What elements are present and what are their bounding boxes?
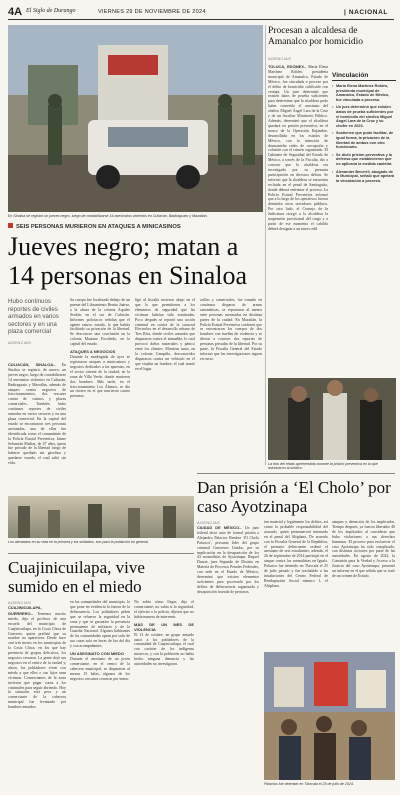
cuajinicuilapa-dateline: CUAJINICUILAPA, GUERRERO.- <box>8 605 42 616</box>
main-story-col3-text: ligó al fiscalía tuvieron abajo en el que lo que permitieron a los elementos de seguridad que las víctimas habrían sido asesinadas. Poco después se reportó una acción criminal en contra de la sucursal Electrolux en el desarrollo urbano de Tres Ríos, donde civiles armados que dispararon contra el inmueble, lo cual provocó daños materiales y pánico entre los clientes. Mientras tanto, en la colonia Campiña, desconocidos dispararon contra un vehículo en el que viajaba un hombre, el cual murió en el lugar. <box>135 298 195 371</box>
cuajinicuilapa-byline: AGENCIAS <box>8 600 32 605</box>
cholo-photo-caption: Palacios fue detenido en Tlaxcala el 25 de julio de 2024. <box>264 782 354 786</box>
tagline-text: SEIS PERSONAS MURIERON EN ATAQUES A MINICASINOS <box>16 224 181 230</box>
section-name: | NACIONAL <box>344 9 388 16</box>
main-story-col1-text: En Sinaloa se registró, de nuevo, un jueves negro, luego de contabilizarse 14 asesinatos violentos en Culiacán, Badiraguato y Mazatlán, además de ataques contra negocios de fraccionamientos, dos rescates contra de casinos y plazas comerciales. También hubo continuos reportes de civiles armados en varios sectores y en una plaza comercial. En la capital del estado se encontraron tres personas asesinadas, una de ellas fue identificada como el comandante de la Policía Estatal Preventiva, Jaime Sebastián Muñoz, de 47 años, quien fue privado de la libertad luego de haberse quedado sin gasolina y quedarse varado, el cual salió sin vida. <box>8 363 66 466</box>
sidebar-photo <box>268 378 396 460</box>
cholo-headline: Dan prisión a ‘El Cholo’ por caso Ayotzinapa <box>197 478 391 516</box>
vinculacion-item: • María Elena Martínez Robles, presidenta municipal de Amanalco, Estado de México, fue vinculada a proceso. <box>332 84 396 102</box>
main-story-deck <box>8 298 64 345</box>
soldiers-pickup-illustration <box>8 25 263 212</box>
main-photo-caption: En Sinaloa se registró un jueves negro, luego de contabilizarse 14 asesinatos violentos en Culiacán, Badiraguato y Mazatlán. <box>8 214 208 218</box>
main-story-col2b-text: Durante la madrugada de ayer se registraron ataques a minicasinos y negocios dedicados a las apuestas; en el sector oriente de la ciudad, en la zona de Villa Verde, donde murieron dos hombres. Más tarde, en el fraccionamiento Los Álamos, se dio un tiroteo en el que murieron cuatro personas. <box>70 355 130 399</box>
issue-date: VIERNES 29 DE NOVIEMBRE DE 2024 <box>98 9 206 15</box>
main-story-photo-2 <box>8 496 194 538</box>
main-story-dateline: CULIACÁN, SINALOA.- <box>8 362 56 367</box>
cuajinicuilapa-column-2 <box>70 600 130 790</box>
deck-text: Hubo continuos reportes de civiles armados en varios sectores y en una plaza comercial <box>8 298 59 336</box>
cuajinicuilapa-col1-text: Tenemos mucho miedo, dijo el profesor de una escuela del municipio de Cuajinicuilapa, en la Costa Chica de Guerrero, quien prefirió que su nombre no apareciera. Desde hace casi tres meses en los municipios de la Costa Chica, en los que hay presencia de grupos delictivos, los negocios cerraron. La gente dejó sus negocios en el centro de la ciudad y, ahora, los pobladores viven con miedo a que ellos o sus hijos sean víctimas. Comerciantes de la zona tuvieron que pagar cuota a los criminales para seguir abriendo. Hoy la situación está peor y un comerciante de la cabecera municipal fue levantado por hombres armados. <box>8 611 66 710</box>
sidebar-photo-caption: La foto del relato aprehendida durante la prisión preventiva en la que asesinaron al síndico. <box>268 462 378 471</box>
main-story-byline: AGENCIAS <box>8 339 32 345</box>
vinculacion-title: Vinculación <box>332 72 396 81</box>
main-story-tagline <box>8 223 258 230</box>
vinculacion-item: • Se dictó prisión preventiva y la defensa que establecieron que no aplicaría la medida cautelar. <box>332 153 396 167</box>
crowd-illustration <box>8 496 194 538</box>
cholo-col1-text: Un juez federal dictó auto de formal prisión a Alejandro Palacios Benítez ‘El Cholo Palacios’, presunto líder del grupo criminal Guerreros Unidos, por su implicación en la desaparición de los 43 normalistas de Ayotzinapa. Raquel Duarte, juez Segundo de Distrito en Materia de Procesos Penales Federales, con sede en el Estado de México, determinó que existen elementos suficientes para procesarlo por los delitos de delincuencia organizada y desaparición forzada de personas. <box>197 526 259 594</box>
main-story-col2-text: Su cuerpo fue localizado debajo de un puente del Libramiento Benito Juárez, a la altura de la colonia Aquiles Serdán, en el sur de Culiacán. Informes policiacos señalan que el agente estuvo varado, lo que habría facilitado su privación de la libertad. Se desconoce una conclusión en la colonia Mariano Escobedo, en la capital del estado. <box>70 298 130 347</box>
main-story-subhead: ATAQUES A NEGOCIOS <box>70 349 116 355</box>
main-photo-2-caption: Los atentados en su vida en la primera y los soldados, son para la población en general. <box>8 540 149 544</box>
sidebar-col1b-text: El Gabinete de Seguridad del Estado de México, a través de la Fiscalía, dio a conocer que la alcaldesa era investigada por su presunta participación en diversos delitos. Se informó que la alcaldesa se encuentra recluida en el penal de Santiaguito, donde deberá enfrentar el proceso. La Policía Estatal Preventiva informó que a lo largo de los operativos fueron detenidos otros servidores públicos. Por otro lado, el Consejo de la Judicatura otorgó a la alcaldesa la suspensión provisional del cargo y a partir de ese momento el cabildo deberá designar a un nuevo edil. <box>268 148 328 231</box>
section-divider <box>197 473 395 474</box>
cuajinicuilapa-col2b-text: Durante el asesinato de un joven comerciante, en el centro de la cabecera municipal, se dispararon al menos 15 balas, algunos de los negocios cercanos cerraron por temor. <box>70 657 130 681</box>
sidebar-byline: AGENCIAS <box>268 56 292 61</box>
vinculacion-box <box>332 72 396 186</box>
detainee-illustration <box>268 378 396 460</box>
sidebar-col1-text: María Elena Martínez Robles, presidenta municipal de Amanalco, Estado de México, fue vinculada a proceso por el delito de homicidio calificado con ventaja. Un juez determinó que existen datos de prueba suficientes para determinar que la alcaldesa pudo haber cometido el asesinato del síndico Miguel Ángel Lara de la Cruz y de un Auxiliar Ministerio Público. Además, determinó que el alcaldesa quedará en prisión preventiva, en el marco de la Operación Enjambre, desarrollada en los estados de México, con la intención de desmantelar redes de corrupción y colusión con el crimen organizado. <box>268 65 328 153</box>
vinculacion-item: • Alexander Becerril, abogado de la Municipal, señaló que apelará la vinculación a proceso. <box>332 170 396 184</box>
vinculacion-item: • Sostienen que pudo facilitar, de igual forma, la privación de la libertad de ambos con otro funcionario. <box>332 131 396 149</box>
sidebar-headline: Procesan a alcaldesa de Amanalco por homicidio <box>268 26 363 47</box>
cuajinicuilapa-col3-text: No sabía cómo llegar, dijo el comerciante; no sabía si la seguridad, el ejército o la policía, dijeron que no había manera de intervenir. <box>134 600 194 619</box>
cholo-dateline: CIUDAD DE MÉXICO.- <box>197 525 242 530</box>
cuajinicuilapa-column-3 <box>134 600 194 790</box>
sidebar-dateline: TOLUCA, EDOMEX.- <box>268 64 307 69</box>
cuajinicuilapa-column-1 <box>8 600 66 790</box>
main-story-photo <box>8 25 263 212</box>
cuajinicuilapa-headline: Cuajinicuilapa, vive sumido en el miedo <box>8 558 145 596</box>
page-number: 4A <box>8 6 23 18</box>
cholo-column-2 <box>264 520 328 650</box>
protest-illustration <box>264 652 395 780</box>
cholo-col2-text: tan material y legalmente los delitos, así como la probable responsabilidad del acusado, quien permanecerá internado en el penal del Altiplano. De acuerdo con la Fiscalía General de la República, el presunto delincuente ordenó el asesinato de seis estudiantes; además, el 26 de septiembre de 2014 participó en el ataque contra los normalistas en Iguala. Palacios fue detenido en Tlaxcala el 25 de julio pasado y fue trasladado a las instalaciones del Centro Federal de Readaptación Social número 1, el Altiplano. <box>264 520 328 588</box>
cholo-photo <box>264 652 395 780</box>
sidebar-column-1 <box>268 64 328 374</box>
newspaper-name: El Siglo de Durango <box>26 8 76 14</box>
cholo-byline: AGENCIAS <box>197 520 221 525</box>
main-headline: Jueves negro; matan a 14 personas en Sinaloa <box>8 232 248 290</box>
page-header <box>8 6 394 20</box>
section-divider <box>8 553 194 554</box>
cholo-column-3 <box>332 520 395 650</box>
vinculacion-item: • Un juez determinó que existen datos de prueba suficientes por el homicidio del síndico Miguel Ángel Lara de la Cruz y su chofer en 2023. <box>332 105 396 128</box>
column-divider <box>265 25 266 465</box>
cuajinicuilapa-subhead-2: MÁS DE UN MES DE VIOLENCIA <box>134 621 194 632</box>
tagline-square-icon <box>8 223 13 228</box>
main-story-col4-text: orillas y comerciales, fue tomado en continuos disparos de armas automáticas, se reportaron al menos siete personas asesinadas en distintas partes de la ciudad. En Mazatlán, la Policía Estatal Preventiva confirmó que se encontraron los cuerpos de dos hombres con huellas de violencia y se dieron a conocer dos reportes de personas privadas de la libertad. Por su parte, la Fiscalía General del Estado informó que las investigaciones siguen en curso. <box>200 298 262 361</box>
cholo-col3-text: ataques y detención de los implicados. Tiempo después, ya fueron liberados 40 de los implicados al considerar que hubo violaciones a sus derechos humanos. El proceso para esclarecer el caso Ayotzinapa ha sido complicado, con distintas acciones por parte de las autoridades. En agosto de 2022, la Comisión para la Verdad y Acceso a la Justicia del caso Ayotzinapa, presentó un informe en el que señala que se trató de un crimen de Estado. <box>332 520 395 578</box>
cuajinicuilapa-col3b-text: El 13 de octubre, un grupo armado atacó a los pobladores de la comunidad de Cuajinicuilapa, el cual con carácter de los indígenas mixtecos, y con la población no había hecho ninguna denuncia y las autoridades no investigaron. <box>134 632 194 667</box>
cuajinicuilapa-subhead: UN ASESINATO CON MIEDO <box>70 651 124 657</box>
cuajinicuilapa-col2-text: en las comunidades del municipio, lo que pone en evidencia la fuerza de la delincuencia. Los pobladores piden que se refuerce la seguridad en la zona y que se garantice la presencia permanente de militares y de la Guardia Nacional. Algunos habitantes de las comunidades optan por salir de sus casas solo en horas de luz del día y con acompañantes. <box>70 600 130 649</box>
cholo-column-1 <box>197 520 259 790</box>
